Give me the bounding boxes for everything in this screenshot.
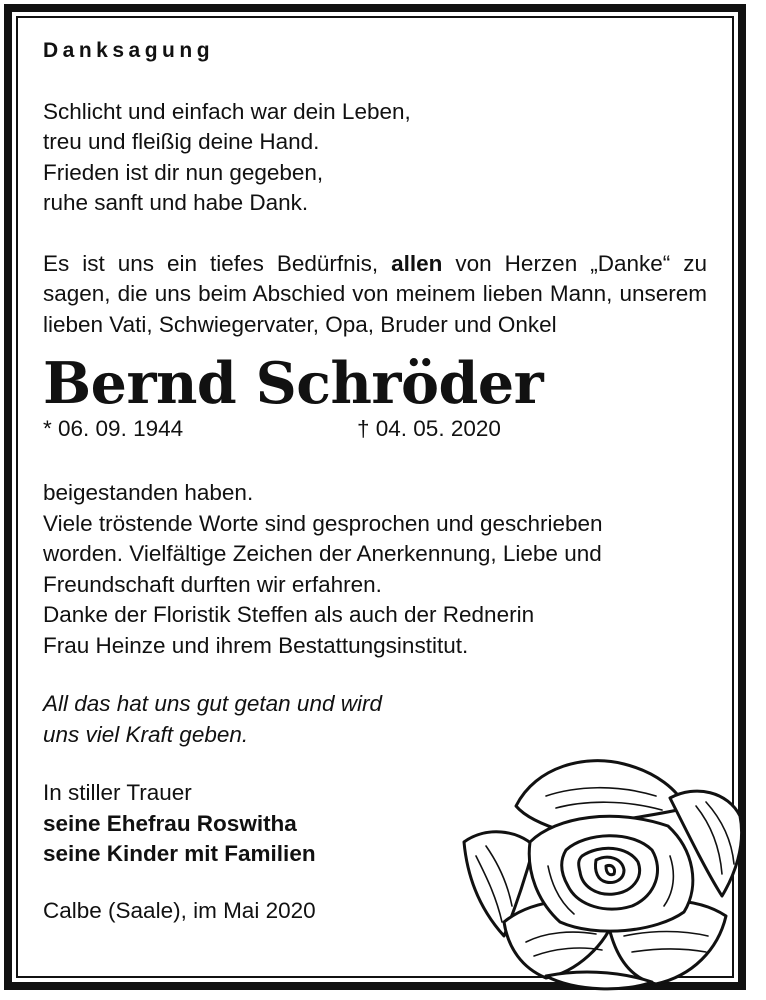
signatory: seine Kinder mit Familien bbox=[43, 841, 316, 866]
intro-text-start: Es ist uns ein tiefes Bedürfnis, bbox=[43, 250, 392, 276]
place-date: Calbe (Saale), im Mai 2020 bbox=[43, 897, 316, 923]
heading: Danksagung bbox=[43, 39, 215, 62]
poem-line: ruhe sanft und habe Dank. bbox=[43, 190, 309, 215]
text-line: Viele tröstende Worte sind gesprochen und geschrieben bbox=[43, 510, 603, 536]
text-line: Danke der Floristik Steffen als auch der Rednerin bbox=[43, 602, 535, 627]
text-line: Freundschaft durften wir erfahren. bbox=[43, 571, 382, 597]
poem-line: Schlicht und einfach war dein Leben, bbox=[43, 98, 411, 124]
text-line: Frau Heinze und ihrem Bestattungsinstitut. bbox=[43, 632, 469, 658]
thanks-paragraph bbox=[43, 478, 707, 661]
intro-emphasis: allen bbox=[391, 250, 443, 276]
intro-text-end: von Herzen „Danke“ zu sagen, die uns beim Abschied von meinem lieben Mann, unserem lieben Vati, Schwiegervater, Opa, Bruder und Onkel bbox=[43, 250, 707, 337]
poem bbox=[43, 97, 707, 219]
life-dates bbox=[43, 414, 707, 448]
birth-date: * 06. 09. 1944 bbox=[43, 416, 184, 441]
deceased-name: Bernd Schröder bbox=[43, 350, 544, 417]
italic-line: All das hat uns gut getan und wird bbox=[43, 691, 382, 716]
italic-paragraph bbox=[43, 689, 707, 750]
rose-icon bbox=[456, 746, 746, 994]
text-line: beigestanden haben. bbox=[43, 480, 254, 505]
poem-line: treu und fleißig deine Hand. bbox=[43, 129, 320, 154]
death-date: † 04. 05. 2020 bbox=[357, 416, 501, 441]
signatory: seine Ehefrau Roswitha bbox=[43, 810, 297, 836]
italic-line: uns viel Kraft geben. bbox=[43, 721, 249, 747]
mourning-line: In stiller Trauer bbox=[43, 780, 192, 805]
intro-paragraph bbox=[43, 249, 707, 341]
poem-line: Frieden ist dir nun gegeben, bbox=[43, 159, 324, 185]
text-line: worden. Vielfältige Zeichen der Anerkennung, Liebe und bbox=[43, 541, 602, 566]
